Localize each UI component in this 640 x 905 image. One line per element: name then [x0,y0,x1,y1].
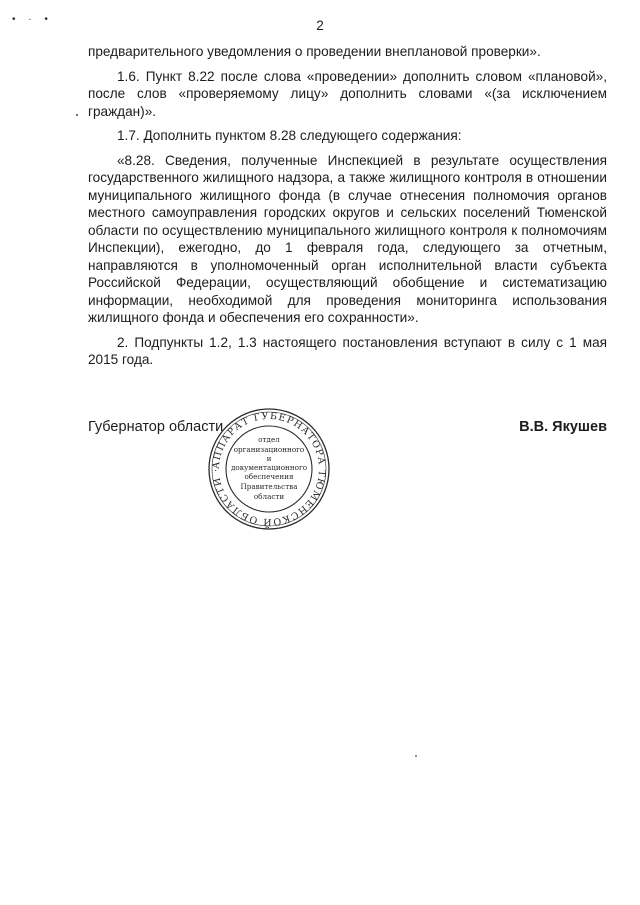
scan-artifact-dot [76,114,78,116]
scan-artifact-dot [415,755,417,757]
seal-center-line: документационного [230,463,308,472]
seal-ring-text: АППАРАТ ГУБЕРНАТОРА ТЮМЕНСКОЙ ОБЛАСТИ · [210,410,328,528]
document-body [88,43,607,376]
seal-center-line: отдел [258,435,280,444]
official-seal-stamp [205,405,333,533]
signature-block [88,419,607,441]
paragraph-continuation: предварительного уведомления о проведении внеплановой проверки». [88,44,541,59]
seal-center-line: обеспечения [244,472,294,481]
paragraph-2: 2. Подпункты 1.2, 1.3 настоящего постановления вступают в силу с 1 мая 2015 года. [88,334,607,367]
signatory-name: В.В. Якушев [519,419,607,435]
scan-artifact-dots: • · • [12,14,53,25]
paragraph-8-28: «8.28. Сведения, полученные Инспекцией в результате осуществления государственного жилищного надзора, а также жилищного контроля в отношении муниципального жилищного фонда (в случае отнесения полномочия органов местного самоуправления городских округов и сельских поселений Тюменской области по осуществлению муниципального жилищного контроля к полномочиям Инспекции), ежегодно, до 1 февраля года, следующего за отчетным, направляются в уполномоченный орган исполнительной власти субъекта Российской Федерации, осуществляющий обобщение и систематизацию информации, необходимой для проведения мониторинга использования жилищного фонда и обеспечения его сохранности». [88,152,607,325]
seal-center-line: Правительства [240,482,298,491]
paragraph-1-6: 1.6. Пункт 8.22 после слова «проведении» дополнить словом «плановой», после слов «проверяемому лицу» дополнить словами «(за исключением граждан)». [88,68,607,119]
seal-center-line: организационного [233,445,305,454]
paragraph-1-7: 1.7. Дополнить пунктом 8.28 следующего содержания: [117,128,462,143]
signatory-position: Губернатор области [88,419,224,435]
seal-center-line: и [266,454,272,463]
seal-graphic [205,405,333,533]
seal-center-line: области [253,492,285,501]
page-number: 2 [316,18,324,33]
